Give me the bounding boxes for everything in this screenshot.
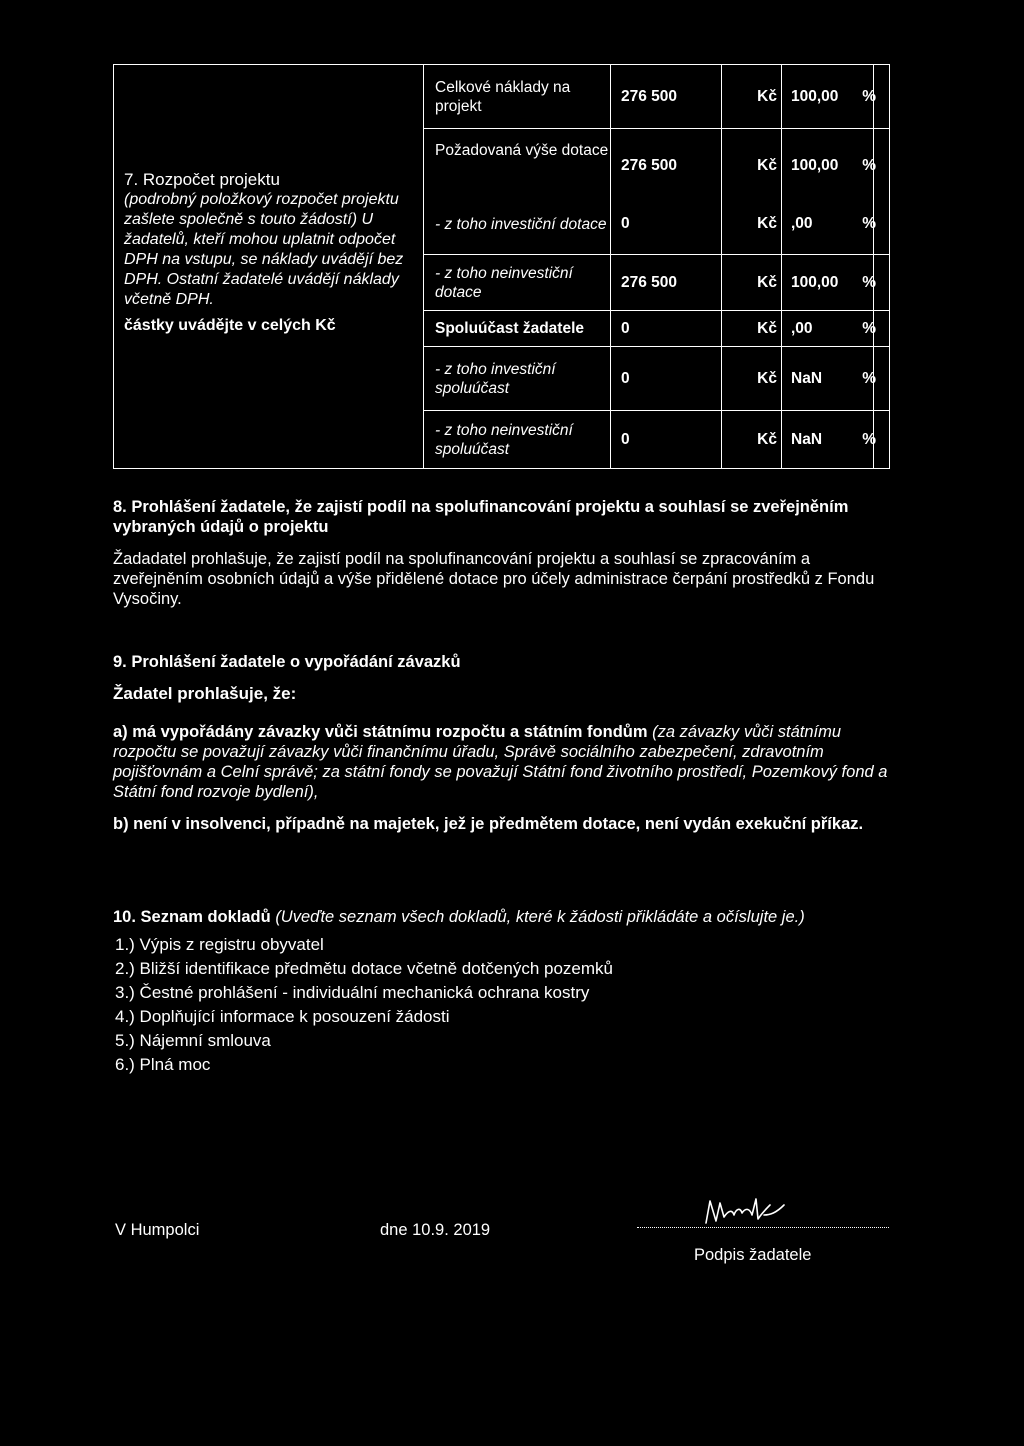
budget-row-co-financing xyxy=(424,311,889,347)
list-item: 3.) Čestné prohlášení - individuální mechanická ochrana kostry xyxy=(115,983,590,1002)
row-amount: 276 500 xyxy=(621,87,678,105)
section10-heading-bold: 10. Seznam dokladů xyxy=(113,908,271,926)
row-percent: NaN xyxy=(781,347,873,410)
row-percent-symbol: % xyxy=(873,129,889,254)
section9-heading: 9. Prohlášení žadatele o vypořádání závazků xyxy=(113,653,461,671)
section10-heading xyxy=(113,907,903,927)
budget-row-total-costs xyxy=(424,65,889,129)
section10 xyxy=(113,907,903,1077)
row-label: Celkové náklady na projekt xyxy=(424,65,611,128)
list-item: 1.) Výpis z registru obyvatel xyxy=(115,935,324,954)
row-percent: NaN xyxy=(781,411,873,469)
list-item: 4.) Doplňující informace k posouzení žádosti xyxy=(115,1007,450,1026)
section8-body: Žadadatel prohlašuje, že zajistí podíl na spolufinancování projektu a souhlasí se zpracováním a zveřejněním osobních údajů a výše přidělené dotace pro účely administrace čerpání prostředků z Fondu Vysočiny. xyxy=(113,550,875,608)
section9-item-b: b) není v insolvenci, případně na majetek, jež je předmětem dotace, není vydán exekuční příkaz. xyxy=(113,815,864,833)
document-list xyxy=(113,933,903,1077)
row-label: - z toho investiční spoluúčast xyxy=(424,347,611,410)
section10-heading-italic: (Uveďte seznam všech dokladů, které k žádosti přikládáte a očíslujte je.) xyxy=(275,908,805,926)
row-currency: Kč xyxy=(721,65,781,128)
budget-row-investment-grant xyxy=(424,193,889,255)
footer-place: V Humpolci xyxy=(115,1221,200,1239)
section9 xyxy=(113,652,903,834)
row-label: - z toho neinvestiční spoluúčast xyxy=(424,411,611,469)
section7-amounts-note: částky uvádějte v celých Kč xyxy=(124,317,336,334)
row-label: Spoluúčast žadatele xyxy=(424,311,611,346)
row-currency: Kč xyxy=(721,311,781,346)
row-currency: Kč xyxy=(721,411,781,469)
list-item: 5.) Nájemní smlouva xyxy=(115,1031,271,1050)
handwritten-signature xyxy=(700,1193,790,1229)
row-percent: ,00 xyxy=(781,311,873,346)
row-percent: 100,00 xyxy=(781,65,873,128)
row-percent-symbol: % xyxy=(873,347,889,410)
signature-caption: Podpis žadatele xyxy=(694,1246,812,1264)
row-percent-symbol: % xyxy=(873,255,889,310)
row-label: - z toho neinvestiční dotace xyxy=(424,255,611,310)
row-percent: 100,00 xyxy=(781,255,873,310)
budget-table xyxy=(113,64,890,469)
section8 xyxy=(113,497,903,609)
row-percent: 100,00 xyxy=(781,129,873,254)
row-currency: Kč xyxy=(721,193,781,255)
row-label: Požadovaná výše dotace xyxy=(424,129,611,254)
row-amount: 0 xyxy=(621,215,630,232)
signature-line xyxy=(637,1227,889,1228)
section9-intro: Žadatel prohlašuje, že: xyxy=(113,684,297,703)
list-item: 2.) Bližší identifikace předmětu dotace včetně dotčených pozemků xyxy=(115,959,613,978)
section8-heading: 8. Prohlášení žadatele, že zajistí podíl na spolufinancování projektu a souhlasí se zveřejněním vybraných údajů o projektu xyxy=(113,498,849,536)
row-percent-symbol: % xyxy=(873,65,889,128)
row-currency: Kč xyxy=(721,255,781,310)
section7-title: 7. Rozpočet projektu xyxy=(124,170,280,189)
list-item: 6.) Plná moc xyxy=(115,1055,211,1074)
row-amount: 276 500 xyxy=(621,157,678,174)
row-amount: 0 xyxy=(621,319,630,337)
section9-item-a xyxy=(113,722,903,802)
budget-row-noninvestment-co-financing xyxy=(424,411,889,469)
row-amount: 276 500 xyxy=(621,273,678,291)
row-percent-symbol: % xyxy=(873,411,889,469)
section9-item-a-bold: a) má vypořádány závazky vůči státnímu rozpočtu a státním fondům xyxy=(113,723,648,741)
row-percent-symbol: % xyxy=(873,193,889,255)
row-amount: 0 xyxy=(621,431,630,448)
row-percent: ,00 xyxy=(781,193,873,255)
budget-row-investment-co-financing xyxy=(424,347,889,411)
section7-description xyxy=(114,65,424,468)
budget-row-noninvestment-grant xyxy=(424,255,889,311)
section7-note: (podrobný položkový rozpočet projektu zašlete společně s touto žádostí) U žadatelů, kteří mohou uplatnit odpočet DPH na vstupu, se náklady uvádějí bez DPH. Ostatní žadatelé uvádějí náklady včetně DPH. xyxy=(124,191,404,308)
row-amount: 0 xyxy=(621,369,630,387)
footer-date: dne 10.9. 2019 xyxy=(380,1221,491,1239)
row-label: - z toho investiční dotace xyxy=(424,193,611,255)
row-currency: Kč xyxy=(721,347,781,410)
row-percent-symbol: % xyxy=(873,311,889,346)
row-currency: Kč xyxy=(721,129,781,254)
section9-item-a-italic: (za závazky vůči státnímu rozpočtu se považují závazky vůči finančnímu úřadu, Správě sociálního zabezpečení, zdravotním pojišťovnám a Celní správě; za státní fondy se považují Státní fond životního prostředí, Pozemkový fond a Státní fond rozvoje bydlení), xyxy=(113,723,888,801)
